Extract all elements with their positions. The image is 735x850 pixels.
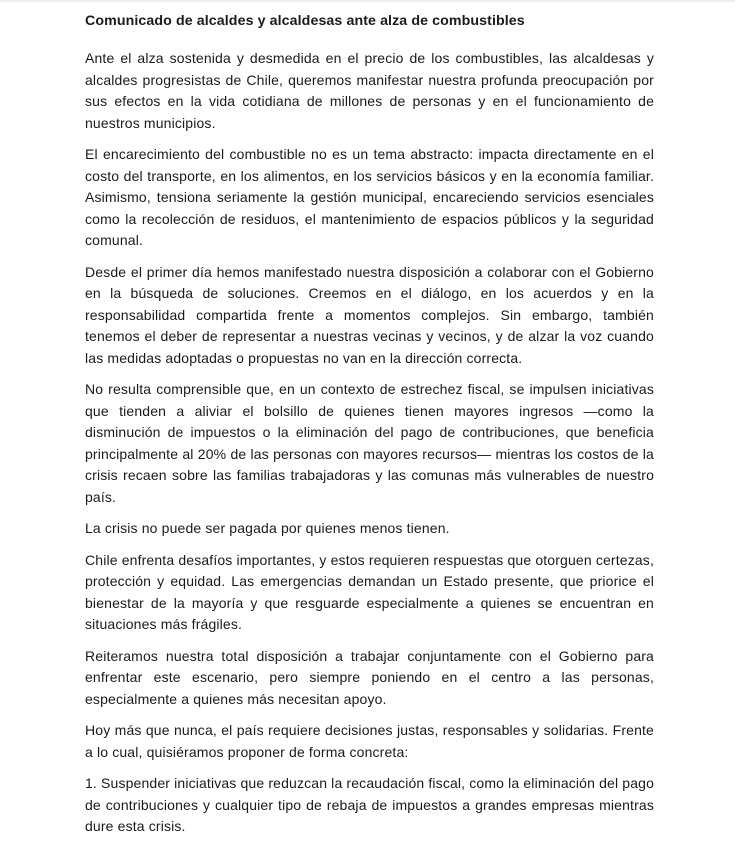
paragraph-intro: Ante el alza sostenida y desmedida en el precio de los combustibles, las alcaldesas y alcaldes progresistas de Chile, queremos manifestar nuestra profunda preocupación por sus efectos en la vida cotidiana de millones de personas y en el funcionamiento de nuestros municipios. <box>85 50 654 131</box>
proposal-item-1: 1. Suspender iniciativas que reduzcan la recaudación fiscal, como la eliminación del pago de contribuciones y cualquier tipo de rebaja de impuestos a grandes empresas mientras dure esta crisis. <box>85 775 655 834</box>
document-title: Comunicado de alcaldes y alcaldesas ante alza de combustibles <box>85 13 525 29</box>
paragraph-reiteration: Reiteramos nuestra total disposición a trabajar conjuntamente con el Gobierno para enfrentar este escenario, pero siempre poniendo en el centro a las personas, especialmente a quienes más necesitan apoyo. <box>85 647 654 707</box>
paragraph-challenges: Chile enfrenta desafíos importantes, y estos requieren respuestas que otorguen certezas, protección y equidad. Las emergencias demandan un Estado presente, que priorice el bienestar de la mayoría y que resguarde especialmente a quienes se encuentran en situaciones más frágiles. <box>85 551 654 632</box>
page-top-divider <box>0 0 735 2</box>
paragraph-fuel-cost-impact: El encarecimiento del combustible no es un tema abstracto: impacta directamente en el costo del transporte, en los alimentos, en los servicios básicos y en la economía familiar. Asimismo, tensiona seriamente la gestión municipal, encareciendo servicios esenciales como la recolección de residuos, el mantenimiento de espacios públicos y la seguridad comunal. <box>85 146 654 248</box>
paragraph-proposal-intro: Hoy más que nunca, el país requiere decisiones justas, responsables y solidarias. Frente a lo cual, quisiéramos proponer de forma concreta: <box>85 722 654 760</box>
paragraph-collaboration: Desde el primer día hemos manifestado nuestra disposición a colaborar con el Gobierno en la búsqueda de soluciones. Creemos en el diálogo, en los acuerdos y en la responsabilidad compartida frente a momentos complejos. Sin embargo, también tenemos el deber de representar a nuestras vecinas y vecinos, y de alzar la voz cuando las medidas adoptadas o propuestas no van en la dirección correcta. <box>85 263 654 366</box>
paragraph-fiscal-criticism: No resulta comprensible que, en un contexto de estrechez fiscal, se impulsen iniciativas que tienden a aliviar el bolsillo de quienes tienen mayores ingresos —como la disminución de impuestos o la eliminación del pago de contribuciones, que beneficia principalmente al 20% de las personas con mayores recursos— mientras los costos de la crisis recaen sobre las familias trabajadoras y las comunas más vulnerables de nuestro país. <box>85 381 654 505</box>
document-body <box>85 11 654 848</box>
paragraph-crisis-statement: La crisis no puede ser pagada por quienes menos tienen. <box>85 520 450 536</box>
